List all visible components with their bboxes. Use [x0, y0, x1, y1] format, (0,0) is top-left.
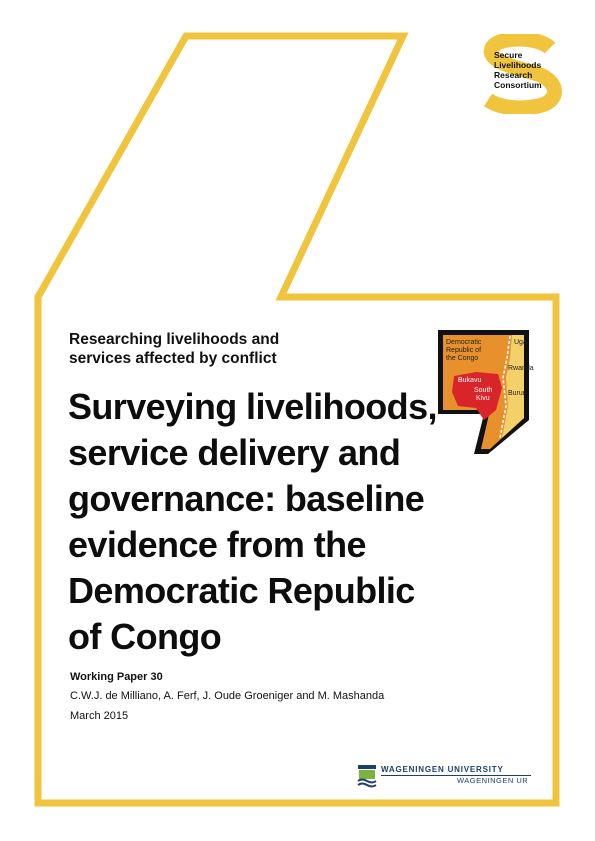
wageningen-mark-icon	[357, 764, 377, 788]
map-label-burundi: Burun	[508, 390, 527, 397]
working-paper-number: Working Paper 30	[70, 671, 163, 683]
publisher-sub: WAGENINGEN UR	[457, 776, 529, 785]
title-line-1: Surveying livelihoods,	[68, 386, 437, 427]
title-line-5: Democratic Republic	[68, 570, 415, 611]
map-label-drc-3: the Congo	[446, 355, 479, 362]
title-line-3: governance: baseline	[68, 478, 425, 519]
slrc-logo	[478, 34, 568, 114]
map-label-south-kivu-1: South	[474, 387, 493, 394]
logo-line-3: Research	[494, 70, 533, 80]
series-subtitle	[69, 330, 399, 368]
subtitle-line-2: services affected by conflict	[69, 350, 277, 367]
publisher-name: WAGENINGEN UNIVERSITY	[381, 765, 504, 774]
title-line-6: of Congo	[68, 616, 222, 657]
drc-map-graphic	[436, 328, 532, 456]
title-line-2: service delivery and	[68, 432, 401, 473]
publication-date: March 2015	[70, 710, 129, 722]
map-label-rwanda: Rwanda	[508, 365, 534, 372]
logo-line-1: Secure	[494, 50, 523, 60]
map-label-drc-1: Democratic	[446, 339, 482, 346]
authors: C.W.J. de Milliano, A. Ferf, J. Oude Groeniger and M. Mashanda	[70, 690, 385, 702]
logo-line-2: Livelihoods	[494, 60, 542, 70]
map-label-south-kivu-2: Kivu	[476, 395, 490, 402]
map-label-bukavu: Bukavu	[458, 377, 482, 384]
map-label-drc-2: Republic of	[446, 347, 482, 354]
subtitle-line-1: Researching livelihoods and	[69, 331, 280, 348]
page-title	[68, 384, 468, 660]
logo-line-4: Consortium	[494, 80, 542, 90]
map-label-uganda: Uga	[514, 339, 527, 346]
wageningen-logo	[357, 763, 532, 791]
title-line-4: evidence from the	[68, 524, 366, 565]
